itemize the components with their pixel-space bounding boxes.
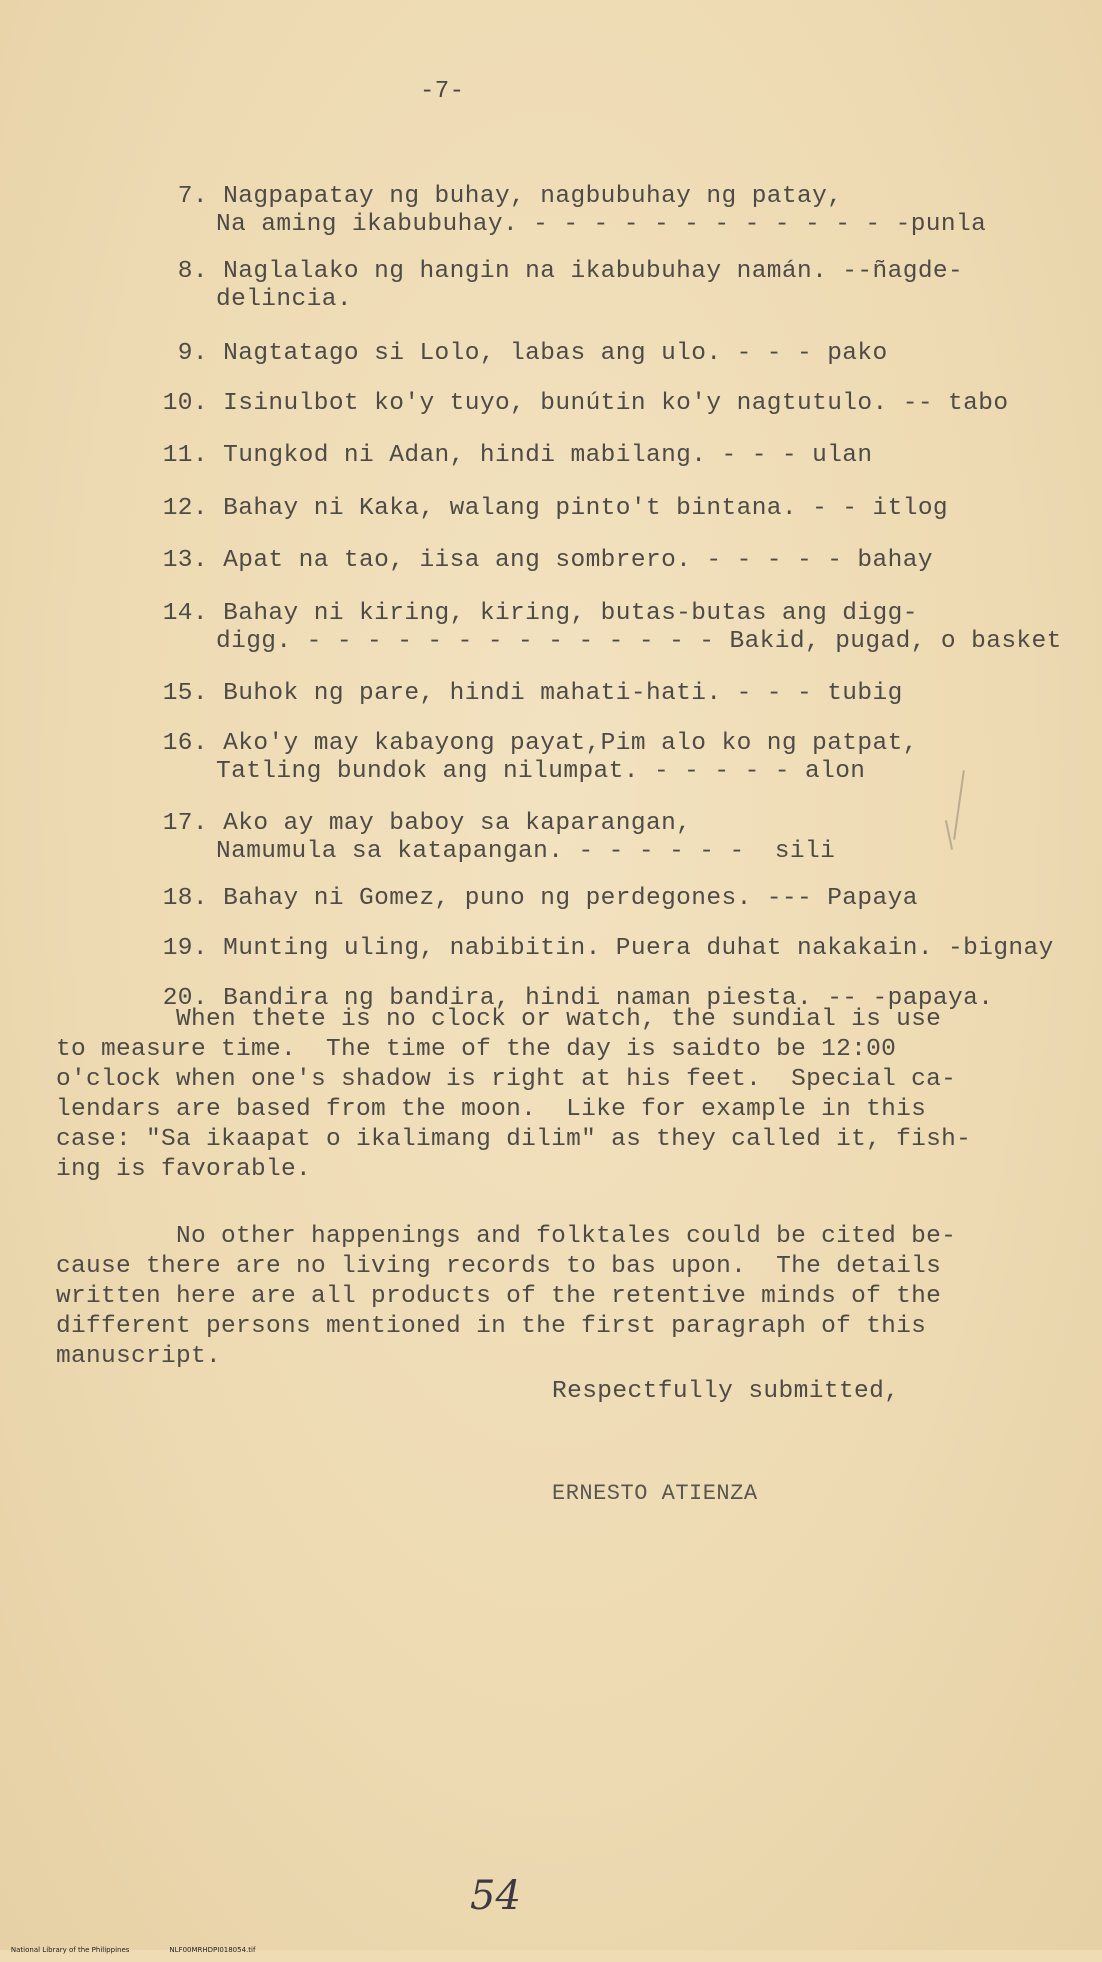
riddle-number: 10. — [162, 390, 208, 417]
paragraph-line: No other happenings and folktales could be cited be- — [56, 1223, 957, 1250]
footer-file: NLF00MRHDPI018054.tif — [169, 1946, 256, 1954]
riddle-text: Bandira ng bandira, hindi naman piesta. -- -papaya. — [223, 985, 994, 1012]
riddle-number: 14. — [162, 600, 208, 627]
paragraph-line: to measure time. The time of the day is saidto be 12:00 — [56, 1036, 897, 1063]
paragraph-line: different persons mentioned in the first paragraph of this — [56, 1313, 927, 1340]
riddle-item — [150, 390, 1008, 418]
riddle-text: Ako ay may baboy sa kaparangan, — [223, 810, 692, 837]
riddle-item — [150, 442, 873, 470]
riddle-item — [150, 935, 1054, 963]
riddle-line — [150, 390, 1008, 418]
riddle-text: Tatling bundok ang nilumpat. - - - - - alon — [216, 758, 866, 785]
riddle-text: Isinulbot ko'y tuyo, bunútin ko'y nagtutulo. -- tabo — [223, 390, 1009, 417]
riddle-text: Bahay ni Gomez, puno ng perdegones. --- Papaya — [223, 885, 918, 912]
riddle-text: Nagpapatay ng buhay, nagbubuhay ng patay, — [223, 183, 843, 210]
paragraph-line: ing is favorable. — [56, 1156, 312, 1183]
riddle-text: Naglalako ng hangin na ikabubuhay namán. --ñagde- — [223, 258, 964, 285]
riddle-item — [150, 183, 986, 239]
riddle-line — [150, 442, 873, 470]
signer-name: ERNESTO ATIENZA — [552, 1481, 758, 1506]
riddle-line — [150, 600, 1062, 628]
riddle-line — [150, 183, 986, 211]
paragraph-line: o'clock when one's shadow is right at his feet. Special ca- — [56, 1066, 957, 1093]
closing-line: Respectfully submitted, — [552, 1378, 900, 1405]
riddle-item — [150, 885, 918, 913]
riddle-number: 13. — [162, 547, 208, 574]
riddle-item — [150, 340, 888, 368]
riddle-number: 19. — [162, 935, 208, 962]
riddle-text: Nagtatago si Lolo, labas ang ulo. - - - pako — [223, 340, 888, 367]
riddle-line — [150, 286, 963, 314]
riddle-line — [150, 547, 933, 575]
page-number: -7- — [420, 78, 465, 105]
riddle-number: 15. — [162, 680, 208, 707]
riddle-text: delincia. — [216, 286, 352, 313]
riddle-number: 12. — [162, 495, 208, 522]
riddle-text: Ako'y may kabayong payat,Pim alo ko ng patpat, — [223, 730, 918, 757]
riddle-line — [150, 680, 903, 708]
riddle-line — [150, 495, 948, 523]
paragraph-no-records — [56, 1222, 956, 1372]
riddle-number: 17. — [162, 810, 208, 837]
riddle-number: 16. — [162, 730, 208, 757]
paragraph-line: cause there are no living records to bas upon. The details — [56, 1253, 942, 1280]
paragraph-line: written here are all products of the retentive minds of the — [56, 1283, 942, 1310]
riddle-text: Bahay ni kiring, kiring, butas-butas ang digg- — [223, 600, 918, 627]
riddle-number: 8. — [177, 258, 208, 285]
paragraph-line: manuscript. — [56, 1343, 222, 1370]
riddle-line — [150, 758, 918, 786]
riddle-number: 7. — [177, 183, 208, 210]
riddle-text: Na aming ikabubuhay. - - - - - - - - - - - - -punla — [216, 211, 987, 238]
riddle-line — [150, 628, 1062, 656]
riddle-line — [150, 838, 835, 866]
handwritten-page-number: 54 — [470, 1873, 521, 1919]
riddle-line — [150, 810, 835, 838]
pencil-mark-right-lower — [945, 820, 953, 850]
riddle-item — [150, 547, 933, 575]
riddle-line — [150, 258, 963, 286]
riddle-item — [150, 680, 903, 708]
riddle-line — [150, 730, 918, 758]
riddle-text: Munting uling, nabibitin. Puera duhat nakakain. -bignay — [223, 935, 1054, 962]
riddle-text: Apat na tao, iisa ang sombrero. - - - - - bahay — [223, 547, 933, 574]
riddle-text: Namumula sa katapangan. - - - - - - sili — [216, 838, 836, 865]
riddle-number: 11. — [162, 442, 208, 469]
pencil-mark-right — [953, 770, 965, 840]
riddle-item — [150, 810, 835, 866]
paragraph-sundial — [56, 1005, 971, 1185]
riddle-line — [150, 340, 888, 368]
paragraph-line: case: "Sa ikaapat o ikalimang dilim" as they called it, fish- — [56, 1126, 972, 1153]
scan-footer — [2, 1938, 295, 1962]
riddle-number: 18. — [162, 885, 208, 912]
riddle-text: Bahay ni Kaka, walang pinto't bintana. - - itlog — [223, 495, 949, 522]
riddle-text: Buhok ng pare, hindi mahati-hati. - - - tubig — [223, 680, 903, 707]
riddle-line — [150, 211, 986, 239]
riddle-text: Tungkod ni Adan, hindi mabilang. - - - ulan — [223, 442, 873, 469]
riddle-line — [150, 885, 918, 913]
riddle-item — [150, 730, 918, 786]
riddle-line — [150, 935, 1054, 963]
riddle-item — [150, 495, 948, 523]
riddle-text: digg. - - - - - - - - - - - - - - Bakid, pugad, o basket — [216, 628, 1062, 655]
riddle-item — [150, 600, 1062, 656]
riddle-number: 9. — [177, 340, 208, 367]
riddle-number: 20. — [162, 985, 208, 1012]
paragraph-line: When thete is no clock or watch, the sundial is use — [56, 1006, 942, 1033]
riddle-item — [150, 258, 963, 314]
paragraph-line: lendars are based from the moon. Like for example in this — [56, 1096, 927, 1123]
footer-library: National Library of the Philippines — [10, 1946, 130, 1954]
